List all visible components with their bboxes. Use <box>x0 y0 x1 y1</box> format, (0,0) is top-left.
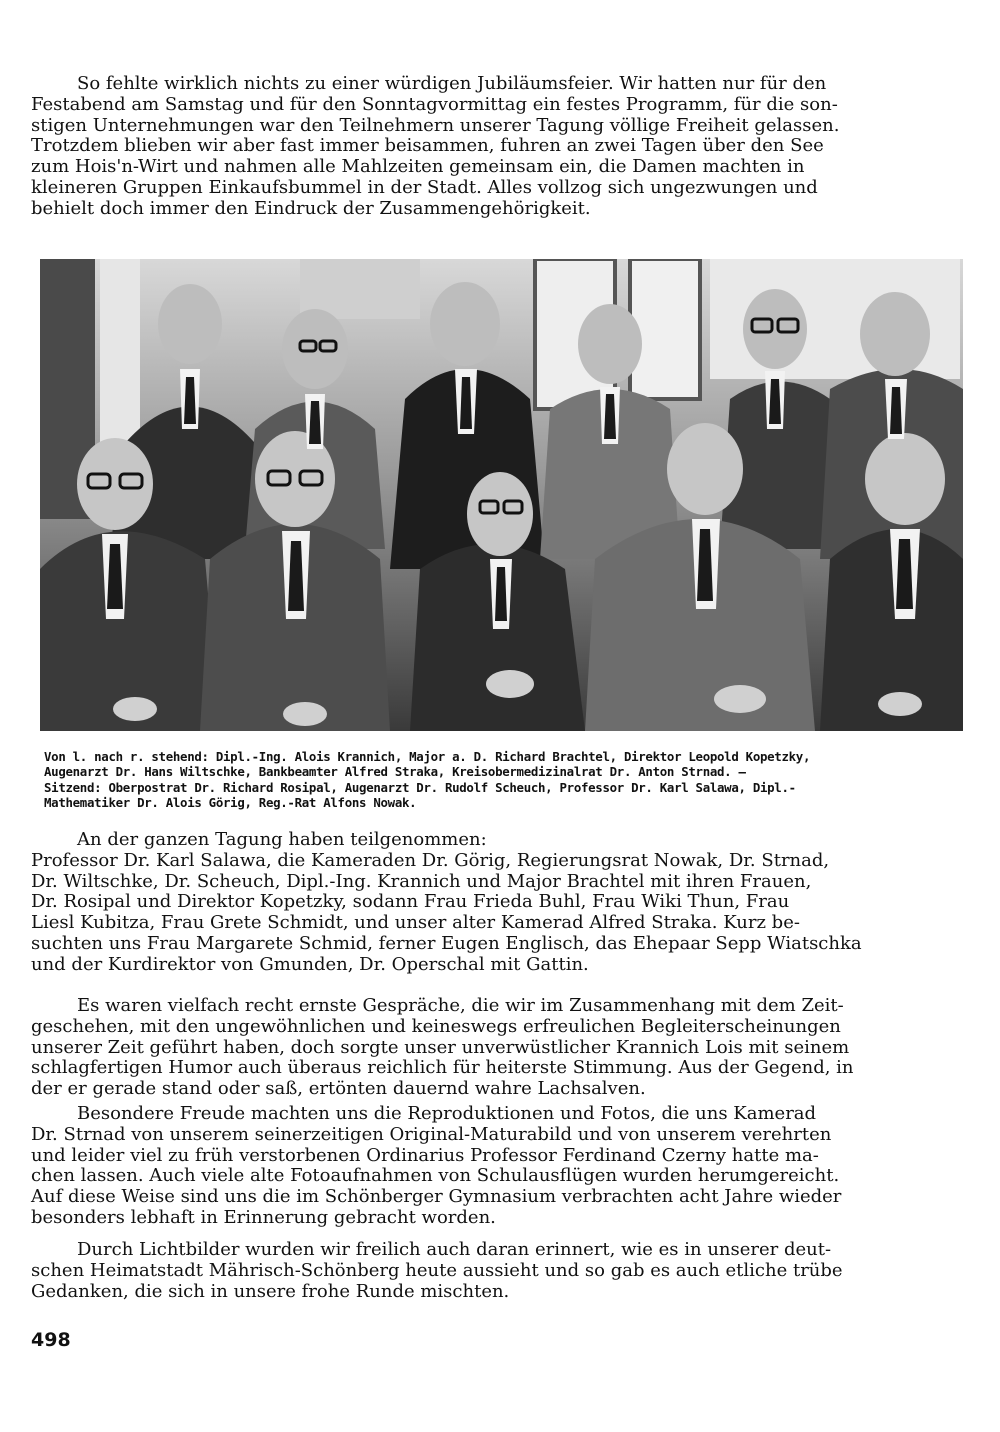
text-line: Dr. Wiltschke, Dr. Scheuch, Dipl.-Ing. Krannich und Major Brachtel mit ihren Frauen, <box>31 870 812 892</box>
paragraph-3 <box>31 996 968 1100</box>
text-line: schen Heimatstadt Mährisch-Schönberg heute aussieht und so gab es auch etliche trübe <box>31 1259 843 1281</box>
group-photo <box>40 259 963 731</box>
text-line: unserer Zeit geführt haben, doch sorgte unser unverwüstlicher Krannich Lois mit seinem <box>31 1036 850 1058</box>
text-line: So fehlte wirklich nichts zu einer würdigen Jubiläumsfeier. Wir hatten nur für den <box>77 73 827 94</box>
text-line: suchten uns Frau Margarete Schmid, ferner Eugen Englisch, das Ehepaar Sepp Wiatschka <box>31 932 862 954</box>
paragraph-4 <box>31 1104 968 1229</box>
photo-caption <box>44 749 959 810</box>
text-line: behielt doch immer den Eindruck der Zusammengehörigkeit. <box>31 197 591 219</box>
caption-line: Von l. nach r. stehend: Dipl.-Ing. Alois Krannich, Major a. D. Richard Brachtel, Direktor Leopold Kopetzky, <box>44 749 811 764</box>
caption-line: Augenarzt Dr. Hans Wiltschke, Bankbeamter Alfred Straka, Kreisobermedizinalrat Dr. Anton Strnad. — <box>44 764 746 780</box>
text-line: schlagfertigen Humor auch überaus reichlich für heiterste Stimmung. Aus der Gegend, in <box>31 1057 854 1079</box>
text-line: stigen Unternehmungen war den Teilnehmern unserer Tagung völlige Freiheit gelassen. <box>31 114 840 136</box>
text-line: und leider viel zu früh verstorbenen Ordinarius Professor Ferdinand Czerny hatte ma- <box>31 1144 819 1166</box>
text-line: Durch Lichtbilder wurden wir freilich auch daran erinnert, wie es in unserer deut- <box>77 1239 832 1260</box>
text-line: zum Hois'n-Wirt und nahmen alle Mahlzeiten gemeinsam ein, die Damen machten in <box>31 156 805 178</box>
text-line: kleineren Gruppen Einkaufsbummel in der Stadt. Alles vollzog sich ungezwungen und <box>31 176 818 198</box>
text-line: geschehen, mit den ungewöhnlichen und keineswegs erfreulichen Begleiterscheinungen <box>31 1015 841 1037</box>
text-line: Liesl Kubitza, Frau Grete Schmidt, und unser alter Kamerad Alfred Straka. Kurz be- <box>31 912 800 934</box>
paragraph-5 <box>31 1240 968 1302</box>
paragraph-2 <box>31 830 968 976</box>
text-line: der er gerade stand oder saß, ertönten dauernd wahre Lachsalven. <box>31 1078 646 1100</box>
text-line: Dr. Rosipal und Direktor Kopetzky, sodann Frau Frieda Buhl, Frau Wiki Thun, Frau <box>31 891 790 913</box>
text-line: Auf diese Weise sind uns die im Schönberger Gymnasium verbrachten acht Jahre wieder <box>31 1186 842 1208</box>
text-line: Dr. Strnad von unserem seinerzeitigen Original-Maturabild und von unserem verehrten <box>31 1123 832 1145</box>
paragraph-1 <box>31 74 968 220</box>
page-number: 498 <box>31 1329 71 1351</box>
text-line: und der Kurdirektor von Gmunden, Dr. Operschal mit Gattin. <box>31 953 589 975</box>
text-line: Gedanken, die sich in unsere frohe Runde mischten. <box>31 1280 510 1302</box>
text-line: besonders lebhaft in Erinnerung gebracht worden. <box>31 1206 496 1228</box>
text-line: Es waren vielfach recht ernste Gespräche, die wir im Zusammenhang mit dem Zeit- <box>77 995 844 1016</box>
text-line: An der ganzen Tagung haben teilgenommen: <box>77 829 487 850</box>
caption-line: Sitzend: Oberpostrat Dr. Richard Rosipal, Augenarzt Dr. Rudolf Scheuch, Professor Dr. Karl Salawa, Dipl.- <box>44 779 796 795</box>
caption-line: Mathematiker Dr. Alois Görig, Reg.-Rat Alfons Nowak. <box>44 794 417 810</box>
text-line: chen lassen. Auch viele alte Fotoaufnahmen von Schulausflügen wurden herumgereicht. <box>31 1165 840 1187</box>
text-line: Professor Dr. Karl Salawa, die Kameraden Dr. Görig, Regierungsrat Nowak, Dr. Strnad, <box>31 849 830 871</box>
text-line: Besondere Freude machten uns die Reproduktionen und Fotos, die uns Kamerad <box>77 1103 817 1124</box>
text-line: Trotzdem blieben wir aber fast immer beisammen, fuhren an zwei Tagen über den See <box>31 135 824 157</box>
text-line: Festabend am Samstag und für den Sonntagvormittag ein festes Programm, für die son- <box>31 93 838 115</box>
group-photo-illustration <box>40 259 963 731</box>
